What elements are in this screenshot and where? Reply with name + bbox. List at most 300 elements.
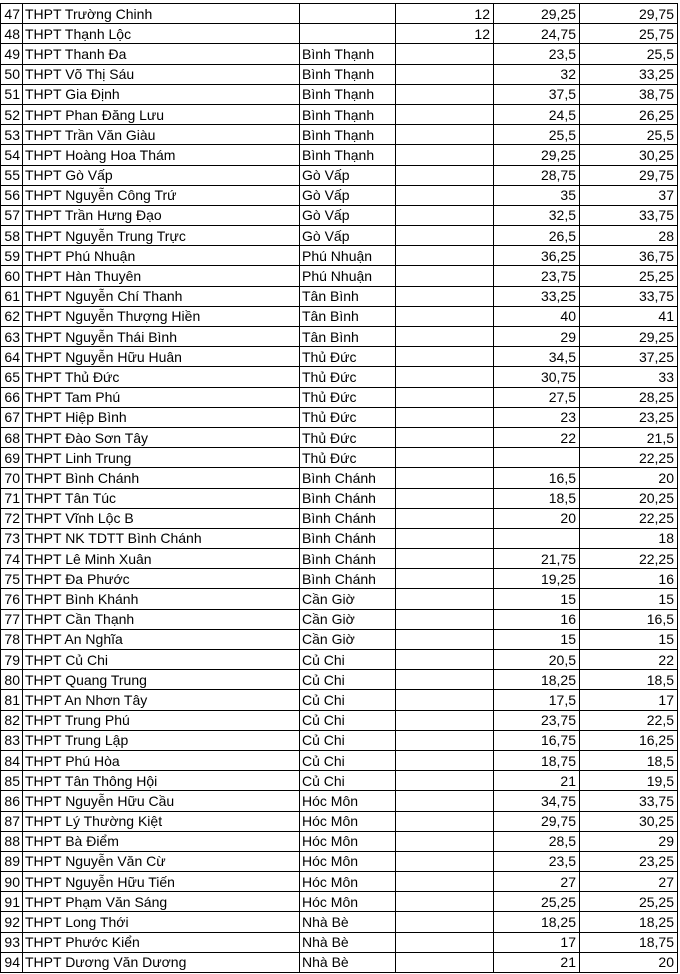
row-number-cell: 81	[1, 690, 23, 710]
column-a-cell	[396, 226, 494, 246]
district-cell: Bình Thạnh	[300, 84, 396, 104]
column-c-cell: 33	[580, 367, 678, 387]
table-row	[1, 44, 678, 64]
district-cell	[300, 24, 396, 44]
table-row	[1, 771, 678, 791]
table-row	[1, 246, 678, 266]
row-number-cell: 92	[1, 912, 23, 932]
school-name-cell: THPT Nguyễn Hữu Cầu	[23, 791, 300, 811]
column-a-cell	[396, 448, 494, 468]
column-b-cell: 29,25	[494, 145, 580, 165]
table-row	[1, 650, 678, 670]
row-number-cell: 72	[1, 508, 23, 528]
column-b-cell: 21,75	[494, 549, 580, 569]
district-cell: Củ Chi	[300, 650, 396, 670]
column-a-cell	[396, 367, 494, 387]
column-b-cell: 28,5	[494, 831, 580, 851]
row-number-cell: 93	[1, 932, 23, 952]
row-number-cell: 49	[1, 44, 23, 64]
column-a-cell	[396, 84, 494, 104]
column-c-cell: 18,5	[580, 670, 678, 690]
column-c-cell: 15	[580, 589, 678, 609]
district-cell: Thủ Đức	[300, 367, 396, 387]
column-c-cell: 25,5	[580, 125, 678, 145]
district-cell: Nhà Bè	[300, 932, 396, 952]
school-name-cell: THPT Dương Văn Dương	[23, 952, 300, 972]
table-row	[1, 64, 678, 84]
row-number-cell: 80	[1, 670, 23, 690]
district-cell: Nhà Bè	[300, 912, 396, 932]
row-number-cell: 53	[1, 125, 23, 145]
school-name-cell: THPT Nguyễn Công Trứ	[23, 185, 300, 205]
column-b-cell: 28,75	[494, 165, 580, 185]
column-b-cell: 23,75	[494, 266, 580, 286]
row-number-cell: 83	[1, 730, 23, 750]
school-name-cell: THPT Thủ Đức	[23, 367, 300, 387]
row-number-cell: 91	[1, 892, 23, 912]
school-name-cell: THPT Phước Kiển	[23, 932, 300, 952]
table-row	[1, 609, 678, 629]
school-name-cell: THPT Đào Sơn Tây	[23, 427, 300, 447]
column-c-cell: 38,75	[580, 84, 678, 104]
column-b-cell: 16,75	[494, 730, 580, 750]
row-number-cell: 88	[1, 831, 23, 851]
column-c-cell: 25,75	[580, 24, 678, 44]
district-cell: Hóc Môn	[300, 831, 396, 851]
school-name-cell: THPT Hàn Thuyên	[23, 266, 300, 286]
column-a-cell	[396, 44, 494, 64]
column-b-cell: 29,25	[494, 4, 580, 24]
district-cell: Cần Giờ	[300, 629, 396, 649]
column-c-cell: 37,25	[580, 347, 678, 367]
column-a-cell	[396, 892, 494, 912]
column-b-cell: 37,5	[494, 84, 580, 104]
row-number-cell: 85	[1, 771, 23, 791]
school-name-cell: THPT Nguyễn Thượng Hiền	[23, 306, 300, 326]
column-b-cell: 16	[494, 609, 580, 629]
row-number-cell: 65	[1, 367, 23, 387]
column-a-cell	[396, 650, 494, 670]
district-cell: Hóc Môn	[300, 851, 396, 871]
table-row	[1, 488, 678, 508]
school-name-cell: THPT Đa Phước	[23, 569, 300, 589]
column-b-cell: 34,5	[494, 347, 580, 367]
district-cell: Tân Bình	[300, 286, 396, 306]
row-number-cell: 54	[1, 145, 23, 165]
district-cell: Gò Vấp	[300, 205, 396, 225]
column-c-cell: 16,5	[580, 609, 678, 629]
column-a-cell	[396, 730, 494, 750]
column-b-cell: 21	[494, 952, 580, 972]
column-c-cell: 28,25	[580, 387, 678, 407]
column-b-cell: 16,5	[494, 468, 580, 488]
column-a-cell	[396, 710, 494, 730]
row-number-cell: 56	[1, 185, 23, 205]
column-a-cell	[396, 952, 494, 972]
column-a-cell	[396, 872, 494, 892]
column-c-cell: 25,25	[580, 892, 678, 912]
column-c-cell: 29,25	[580, 327, 678, 347]
column-a-cell	[396, 427, 494, 447]
column-b-cell: 24,5	[494, 104, 580, 124]
table-row	[1, 932, 678, 952]
column-a-cell	[396, 165, 494, 185]
column-c-cell: 28	[580, 226, 678, 246]
column-a-cell	[396, 690, 494, 710]
column-a-cell	[396, 407, 494, 427]
district-cell: Bình Chánh	[300, 488, 396, 508]
row-number-cell: 87	[1, 811, 23, 831]
table-row	[1, 24, 678, 44]
district-cell: Bình Chánh	[300, 569, 396, 589]
school-name-cell: THPT Trần Văn Giàu	[23, 125, 300, 145]
column-c-cell: 22,5	[580, 710, 678, 730]
school-name-cell: THPT Trường Chinh	[23, 4, 300, 24]
school-name-cell: THPT Phạm Văn Sáng	[23, 892, 300, 912]
row-number-cell: 94	[1, 952, 23, 972]
district-cell: Cần Giờ	[300, 589, 396, 609]
column-a-cell	[396, 306, 494, 326]
row-number-cell: 67	[1, 407, 23, 427]
row-number-cell: 66	[1, 387, 23, 407]
district-cell: Hóc Môn	[300, 811, 396, 831]
row-number-cell: 77	[1, 609, 23, 629]
column-b-cell: 27,5	[494, 387, 580, 407]
table-row	[1, 407, 678, 427]
school-name-cell: THPT Nguyễn Văn Cừ	[23, 851, 300, 871]
column-a-cell	[396, 468, 494, 488]
column-a-cell	[396, 932, 494, 952]
column-b-cell: 25,25	[494, 892, 580, 912]
column-a-cell	[396, 811, 494, 831]
table-row	[1, 549, 678, 569]
district-cell: Củ Chi	[300, 690, 396, 710]
school-name-cell: THPT Lý Thường Kiệt	[23, 811, 300, 831]
school-name-cell: THPT Gò Vấp	[23, 165, 300, 185]
school-name-cell: THPT Bà Điểm	[23, 831, 300, 851]
table-row	[1, 226, 678, 246]
column-c-cell: 15	[580, 629, 678, 649]
column-c-cell: 33,75	[580, 205, 678, 225]
school-name-cell: THPT Vĩnh Lộc B	[23, 508, 300, 528]
table-row	[1, 185, 678, 205]
table-row	[1, 306, 678, 326]
column-a-cell	[396, 851, 494, 871]
column-c-cell: 29,75	[580, 165, 678, 185]
row-number-cell: 63	[1, 327, 23, 347]
district-cell: Thủ Đức	[300, 448, 396, 468]
column-a-cell	[396, 528, 494, 548]
column-b-cell: 24,75	[494, 24, 580, 44]
district-cell: Củ Chi	[300, 710, 396, 730]
school-name-cell: THPT Nguyễn Chí Thanh	[23, 286, 300, 306]
column-c-cell: 37	[580, 185, 678, 205]
table-row	[1, 589, 678, 609]
table-row	[1, 569, 678, 589]
column-a-cell	[396, 145, 494, 165]
row-number-cell: 62	[1, 306, 23, 326]
table-row	[1, 670, 678, 690]
district-cell: Gò Vấp	[300, 185, 396, 205]
column-a-cell	[396, 64, 494, 84]
table-row	[1, 811, 678, 831]
row-number-cell: 55	[1, 165, 23, 185]
district-cell: Bình Chánh	[300, 549, 396, 569]
table-row	[1, 892, 678, 912]
table-row	[1, 872, 678, 892]
school-name-cell: THPT Quang Trung	[23, 670, 300, 690]
table-row	[1, 468, 678, 488]
column-a-cell	[396, 609, 494, 629]
column-c-cell: 21,5	[580, 427, 678, 447]
column-a-cell	[396, 185, 494, 205]
row-number-cell: 58	[1, 226, 23, 246]
district-cell: Hóc Môn	[300, 872, 396, 892]
table-row	[1, 831, 678, 851]
column-a-cell	[396, 569, 494, 589]
row-number-cell: 59	[1, 246, 23, 266]
column-b-cell: 21	[494, 771, 580, 791]
column-b-cell: 20	[494, 508, 580, 528]
column-b-cell: 27	[494, 872, 580, 892]
column-a-cell	[396, 327, 494, 347]
table-row	[1, 448, 678, 468]
column-c-cell: 41	[580, 306, 678, 326]
table-row	[1, 710, 678, 730]
column-c-cell: 18,25	[580, 912, 678, 932]
column-c-cell: 22	[580, 650, 678, 670]
school-name-cell: THPT Tân Thông Hội	[23, 771, 300, 791]
table-row	[1, 4, 678, 24]
row-number-cell: 84	[1, 750, 23, 770]
table-row	[1, 851, 678, 871]
column-b-cell: 34,75	[494, 791, 580, 811]
district-cell: Bình Chánh	[300, 528, 396, 548]
column-a-cell	[396, 266, 494, 286]
row-number-cell: 57	[1, 205, 23, 225]
column-b-cell: 33,25	[494, 286, 580, 306]
row-number-cell: 86	[1, 791, 23, 811]
school-name-cell: THPT Phú Hòa	[23, 750, 300, 770]
column-b-cell: 36,25	[494, 246, 580, 266]
column-c-cell: 30,25	[580, 145, 678, 165]
table-row	[1, 367, 678, 387]
column-c-cell: 29,75	[580, 4, 678, 24]
column-b-cell: 32,5	[494, 205, 580, 225]
school-name-cell: THPT Phan Đăng Lưu	[23, 104, 300, 124]
column-c-cell: 30,25	[580, 811, 678, 831]
column-c-cell: 29	[580, 831, 678, 851]
row-number-cell: 68	[1, 427, 23, 447]
column-c-cell: 22,25	[580, 508, 678, 528]
table-row	[1, 508, 678, 528]
table-row	[1, 528, 678, 548]
column-a-cell	[396, 104, 494, 124]
column-c-cell: 23,25	[580, 851, 678, 871]
column-a-cell	[396, 791, 494, 811]
column-c-cell: 26,25	[580, 104, 678, 124]
table-row	[1, 791, 678, 811]
row-number-cell: 82	[1, 710, 23, 730]
table-row	[1, 387, 678, 407]
district-cell: Bình Chánh	[300, 468, 396, 488]
district-cell: Bình Chánh	[300, 508, 396, 528]
district-cell: Tân Bình	[300, 306, 396, 326]
column-a-cell	[396, 831, 494, 851]
column-b-cell: 23,75	[494, 710, 580, 730]
school-name-cell: THPT Trung Phú	[23, 710, 300, 730]
column-c-cell: 22,25	[580, 549, 678, 569]
row-number-cell: 71	[1, 488, 23, 508]
school-name-cell: THPT Trần Hưng Đạo	[23, 205, 300, 225]
school-name-cell: THPT Tam Phú	[23, 387, 300, 407]
row-number-cell: 79	[1, 650, 23, 670]
column-c-cell: 16	[580, 569, 678, 589]
column-a-cell	[396, 771, 494, 791]
column-c-cell: 33,75	[580, 791, 678, 811]
column-c-cell: 33,25	[580, 64, 678, 84]
school-name-cell: THPT Nguyễn Hữu Tiến	[23, 872, 300, 892]
column-c-cell: 25,5	[580, 44, 678, 64]
district-cell: Phú Nhuận	[300, 246, 396, 266]
school-name-cell: THPT Hiệp Bình	[23, 407, 300, 427]
row-number-cell: 75	[1, 569, 23, 589]
district-cell: Cần Giờ	[300, 609, 396, 629]
column-b-cell: 40	[494, 306, 580, 326]
column-b-cell: 29,75	[494, 811, 580, 831]
district-cell: Bình Thạnh	[300, 44, 396, 64]
column-c-cell: 20	[580, 952, 678, 972]
column-a-cell	[396, 912, 494, 932]
column-b-cell: 18,75	[494, 750, 580, 770]
district-cell: Củ Chi	[300, 750, 396, 770]
score-table-body	[1, 4, 678, 973]
column-a-cell	[396, 488, 494, 508]
district-cell: Củ Chi	[300, 670, 396, 690]
row-number-cell: 78	[1, 629, 23, 649]
table-row	[1, 629, 678, 649]
school-name-cell: THPT An Nhơn Tây	[23, 690, 300, 710]
column-a-cell	[396, 508, 494, 528]
table-row	[1, 205, 678, 225]
column-b-cell: 23	[494, 407, 580, 427]
row-number-cell: 50	[1, 64, 23, 84]
row-number-cell: 74	[1, 549, 23, 569]
school-name-cell: THPT Cần Thạnh	[23, 609, 300, 629]
row-number-cell: 70	[1, 468, 23, 488]
column-a-cell	[396, 286, 494, 306]
district-cell: Hóc Môn	[300, 791, 396, 811]
column-c-cell: 23,25	[580, 407, 678, 427]
district-cell: Gò Vấp	[300, 165, 396, 185]
row-number-cell: 69	[1, 448, 23, 468]
column-c-cell: 36,75	[580, 246, 678, 266]
table-row	[1, 84, 678, 104]
column-b-cell: 15	[494, 589, 580, 609]
column-c-cell: 20	[580, 468, 678, 488]
column-a-cell	[396, 589, 494, 609]
row-number-cell: 90	[1, 872, 23, 892]
column-b-cell	[494, 448, 580, 468]
row-number-cell: 64	[1, 347, 23, 367]
column-a-cell	[396, 347, 494, 367]
school-name-cell: THPT Linh Trung	[23, 448, 300, 468]
school-name-cell: THPT Gia Định	[23, 84, 300, 104]
column-b-cell: 22	[494, 427, 580, 447]
column-b-cell: 18,25	[494, 670, 580, 690]
column-c-cell: 27	[580, 872, 678, 892]
table-row	[1, 327, 678, 347]
row-number-cell: 47	[1, 4, 23, 24]
district-cell: Hóc Môn	[300, 892, 396, 912]
row-number-cell: 60	[1, 266, 23, 286]
score-table	[0, 3, 678, 973]
district-cell	[300, 4, 396, 24]
column-a-cell: 12	[396, 24, 494, 44]
school-name-cell: THPT Nguyễn Thái Bình	[23, 327, 300, 347]
row-number-cell: 76	[1, 589, 23, 609]
column-a-cell	[396, 125, 494, 145]
column-a-cell: 12	[396, 4, 494, 24]
column-b-cell: 23,5	[494, 851, 580, 871]
table-row	[1, 104, 678, 124]
table-row	[1, 952, 678, 972]
column-b-cell: 32	[494, 64, 580, 84]
school-name-cell: THPT Trung Lập	[23, 730, 300, 750]
column-c-cell: 16,25	[580, 730, 678, 750]
school-name-cell: THPT NK TDTT Bình Chánh	[23, 528, 300, 548]
table-row	[1, 286, 678, 306]
school-name-cell: THPT Nguyễn Trung Trực	[23, 226, 300, 246]
column-c-cell: 17	[580, 690, 678, 710]
column-a-cell	[396, 629, 494, 649]
district-cell: Bình Thạnh	[300, 145, 396, 165]
district-cell: Củ Chi	[300, 771, 396, 791]
district-cell: Thủ Đức	[300, 347, 396, 367]
row-number-cell: 52	[1, 104, 23, 124]
school-name-cell: THPT Phú Nhuận	[23, 246, 300, 266]
column-c-cell: 18,5	[580, 750, 678, 770]
school-name-cell: THPT Nguyễn Hữu Huân	[23, 347, 300, 367]
column-b-cell: 19,25	[494, 569, 580, 589]
column-b-cell: 18,25	[494, 912, 580, 932]
column-b-cell: 15	[494, 629, 580, 649]
column-a-cell	[396, 750, 494, 770]
column-b-cell: 17,5	[494, 690, 580, 710]
column-c-cell: 18	[580, 528, 678, 548]
school-name-cell: THPT Lê Minh Xuân	[23, 549, 300, 569]
table-row	[1, 427, 678, 447]
column-b-cell: 18,5	[494, 488, 580, 508]
column-b-cell: 26,5	[494, 226, 580, 246]
school-name-cell: THPT Thạnh Lộc	[23, 24, 300, 44]
row-number-cell: 89	[1, 851, 23, 871]
column-b-cell: 35	[494, 185, 580, 205]
school-name-cell: THPT Hoàng Hoa Thám	[23, 145, 300, 165]
column-b-cell: 23,5	[494, 44, 580, 64]
school-name-cell: THPT Tân Túc	[23, 488, 300, 508]
district-cell: Củ Chi	[300, 730, 396, 750]
table-row	[1, 912, 678, 932]
district-cell: Phú Nhuận	[300, 266, 396, 286]
table-row	[1, 730, 678, 750]
district-cell: Bình Thạnh	[300, 125, 396, 145]
column-b-cell	[494, 528, 580, 548]
district-cell: Nhà Bè	[300, 952, 396, 972]
column-a-cell	[396, 670, 494, 690]
school-name-cell: THPT Củ Chi	[23, 650, 300, 670]
column-c-cell: 20,25	[580, 488, 678, 508]
